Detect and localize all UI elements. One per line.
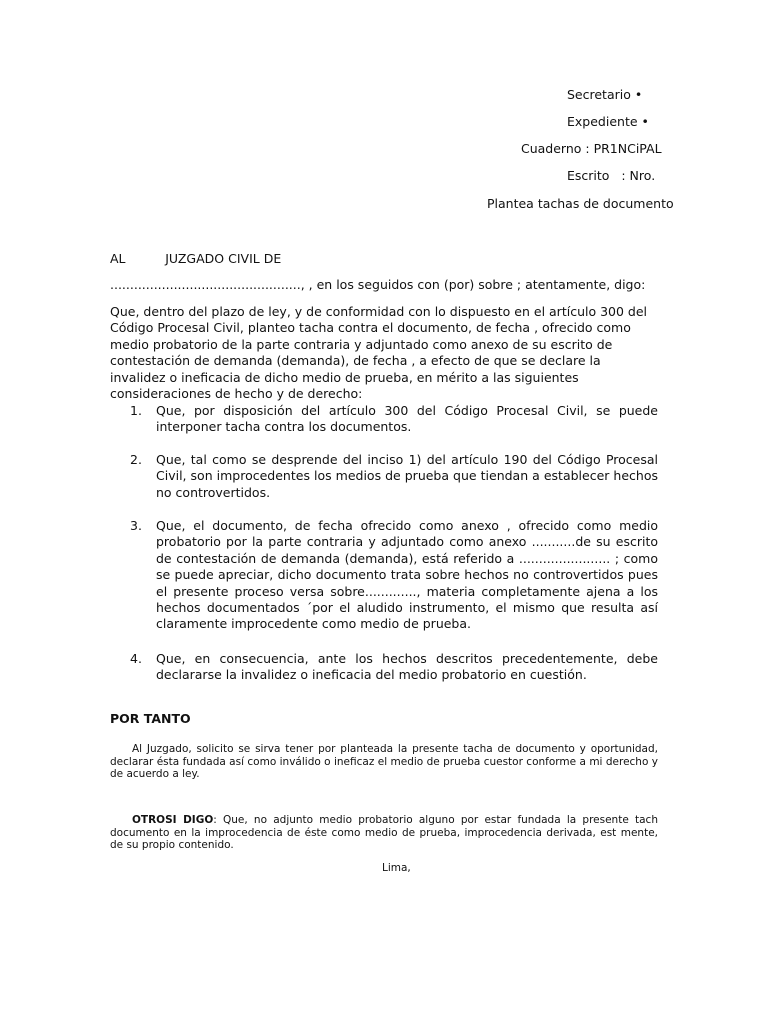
por-tanto-heading: POR TANTO	[110, 711, 191, 726]
addressee: AL JUZGADO CIVIL DE	[110, 251, 282, 266]
list-item-text: Que, el documento, de fecha ofrecido como anexo , ofrecido como medio probatorio por la parte contraria y adjuntado como anexo ...........de su escrito de contestación de demanda (demanda), está referido a ....................... ; como se puede apreciar, dicho documento trata sobre hechos no controvertidos pues el presente proceso versa sobre............., materia completamente ajena a los hechos documentados ´por el aludido instrumento, el mismo que resulta así claramente improcedente como medio de prueba.	[156, 518, 658, 632]
list-item-number: 1.	[130, 403, 142, 418]
list-item-number: 3.	[130, 518, 142, 533]
list-item-text: Que, por disposición del artículo 300 del Código Procesal Civil, se puede interponer tacha contra los documentos.	[156, 403, 658, 435]
intro-line: ................................................, , en los seguidos con (por) sobre ; atentamente, digo:	[110, 277, 646, 292]
intro-paragraph: Que, dentro del plazo de ley, y de conformidad con lo dispuesto en el artículo 300 del Código Procesal Civil, planteo tacha contra el documento, de fecha , ofrecido como medio probatorio de la parte contraria y adjuntado como anexo de su escrito de contestación de demanda (demanda), de fecha , a efecto de que se declare la invalidez o ineficacia de dicho medio de prueba, en mérito a las siguientes consideraciones de hecho y de derecho:	[110, 304, 648, 402]
otrosi-text: : Que, no adjunto medio probatorio alguno por estar fundada la presente tach documento en la improcedencia de éste como medio de prueba, improcedencia derivada, est mente, de su propio contenido.	[110, 814, 658, 851]
list-item-text: Que, tal como se desprende del inciso 1) del artículo 190 del Código Procesal Civil, son improcedentes los medios de prueba que tiendan a establecer hechos no controvertidos.	[156, 452, 658, 500]
list-item-number: 2.	[130, 452, 142, 467]
list-item	[130, 403, 658, 436]
list-item	[130, 651, 658, 684]
list-item-number: 4.	[130, 651, 142, 666]
list-item	[130, 452, 658, 501]
otrosi-paragraph	[110, 814, 658, 852]
list-item	[130, 518, 658, 633]
header-sumilla: Plantea tachas de documento	[487, 196, 674, 211]
por-tanto-paragraph	[110, 743, 658, 781]
header-escrito: Escrito : Nro.	[567, 168, 656, 183]
header-cuaderno: Cuaderno : PR1NCiPAL	[521, 141, 662, 156]
por-tanto-text: Al Juzgado, solicito se sirva tener por planteada la presente tacha de documento y oportunidad, declarar ésta fundada así como inválido o ineficaz el medio de prueba cuestor conforme a mi derecho y de acuerdo a ley.	[110, 743, 658, 780]
header-secretario: Secretario •	[567, 87, 643, 102]
header-expediente: Expediente •	[567, 114, 649, 129]
city-line: Lima,	[382, 862, 411, 874]
list-item-text: Que, en consecuencia, ante los hechos descritos precedentemente, debe declararse la invalidez o ineficacia del medio probatorio en cuestión.	[156, 651, 658, 683]
otrosi-label: OTROSI DIGO	[132, 814, 214, 826]
